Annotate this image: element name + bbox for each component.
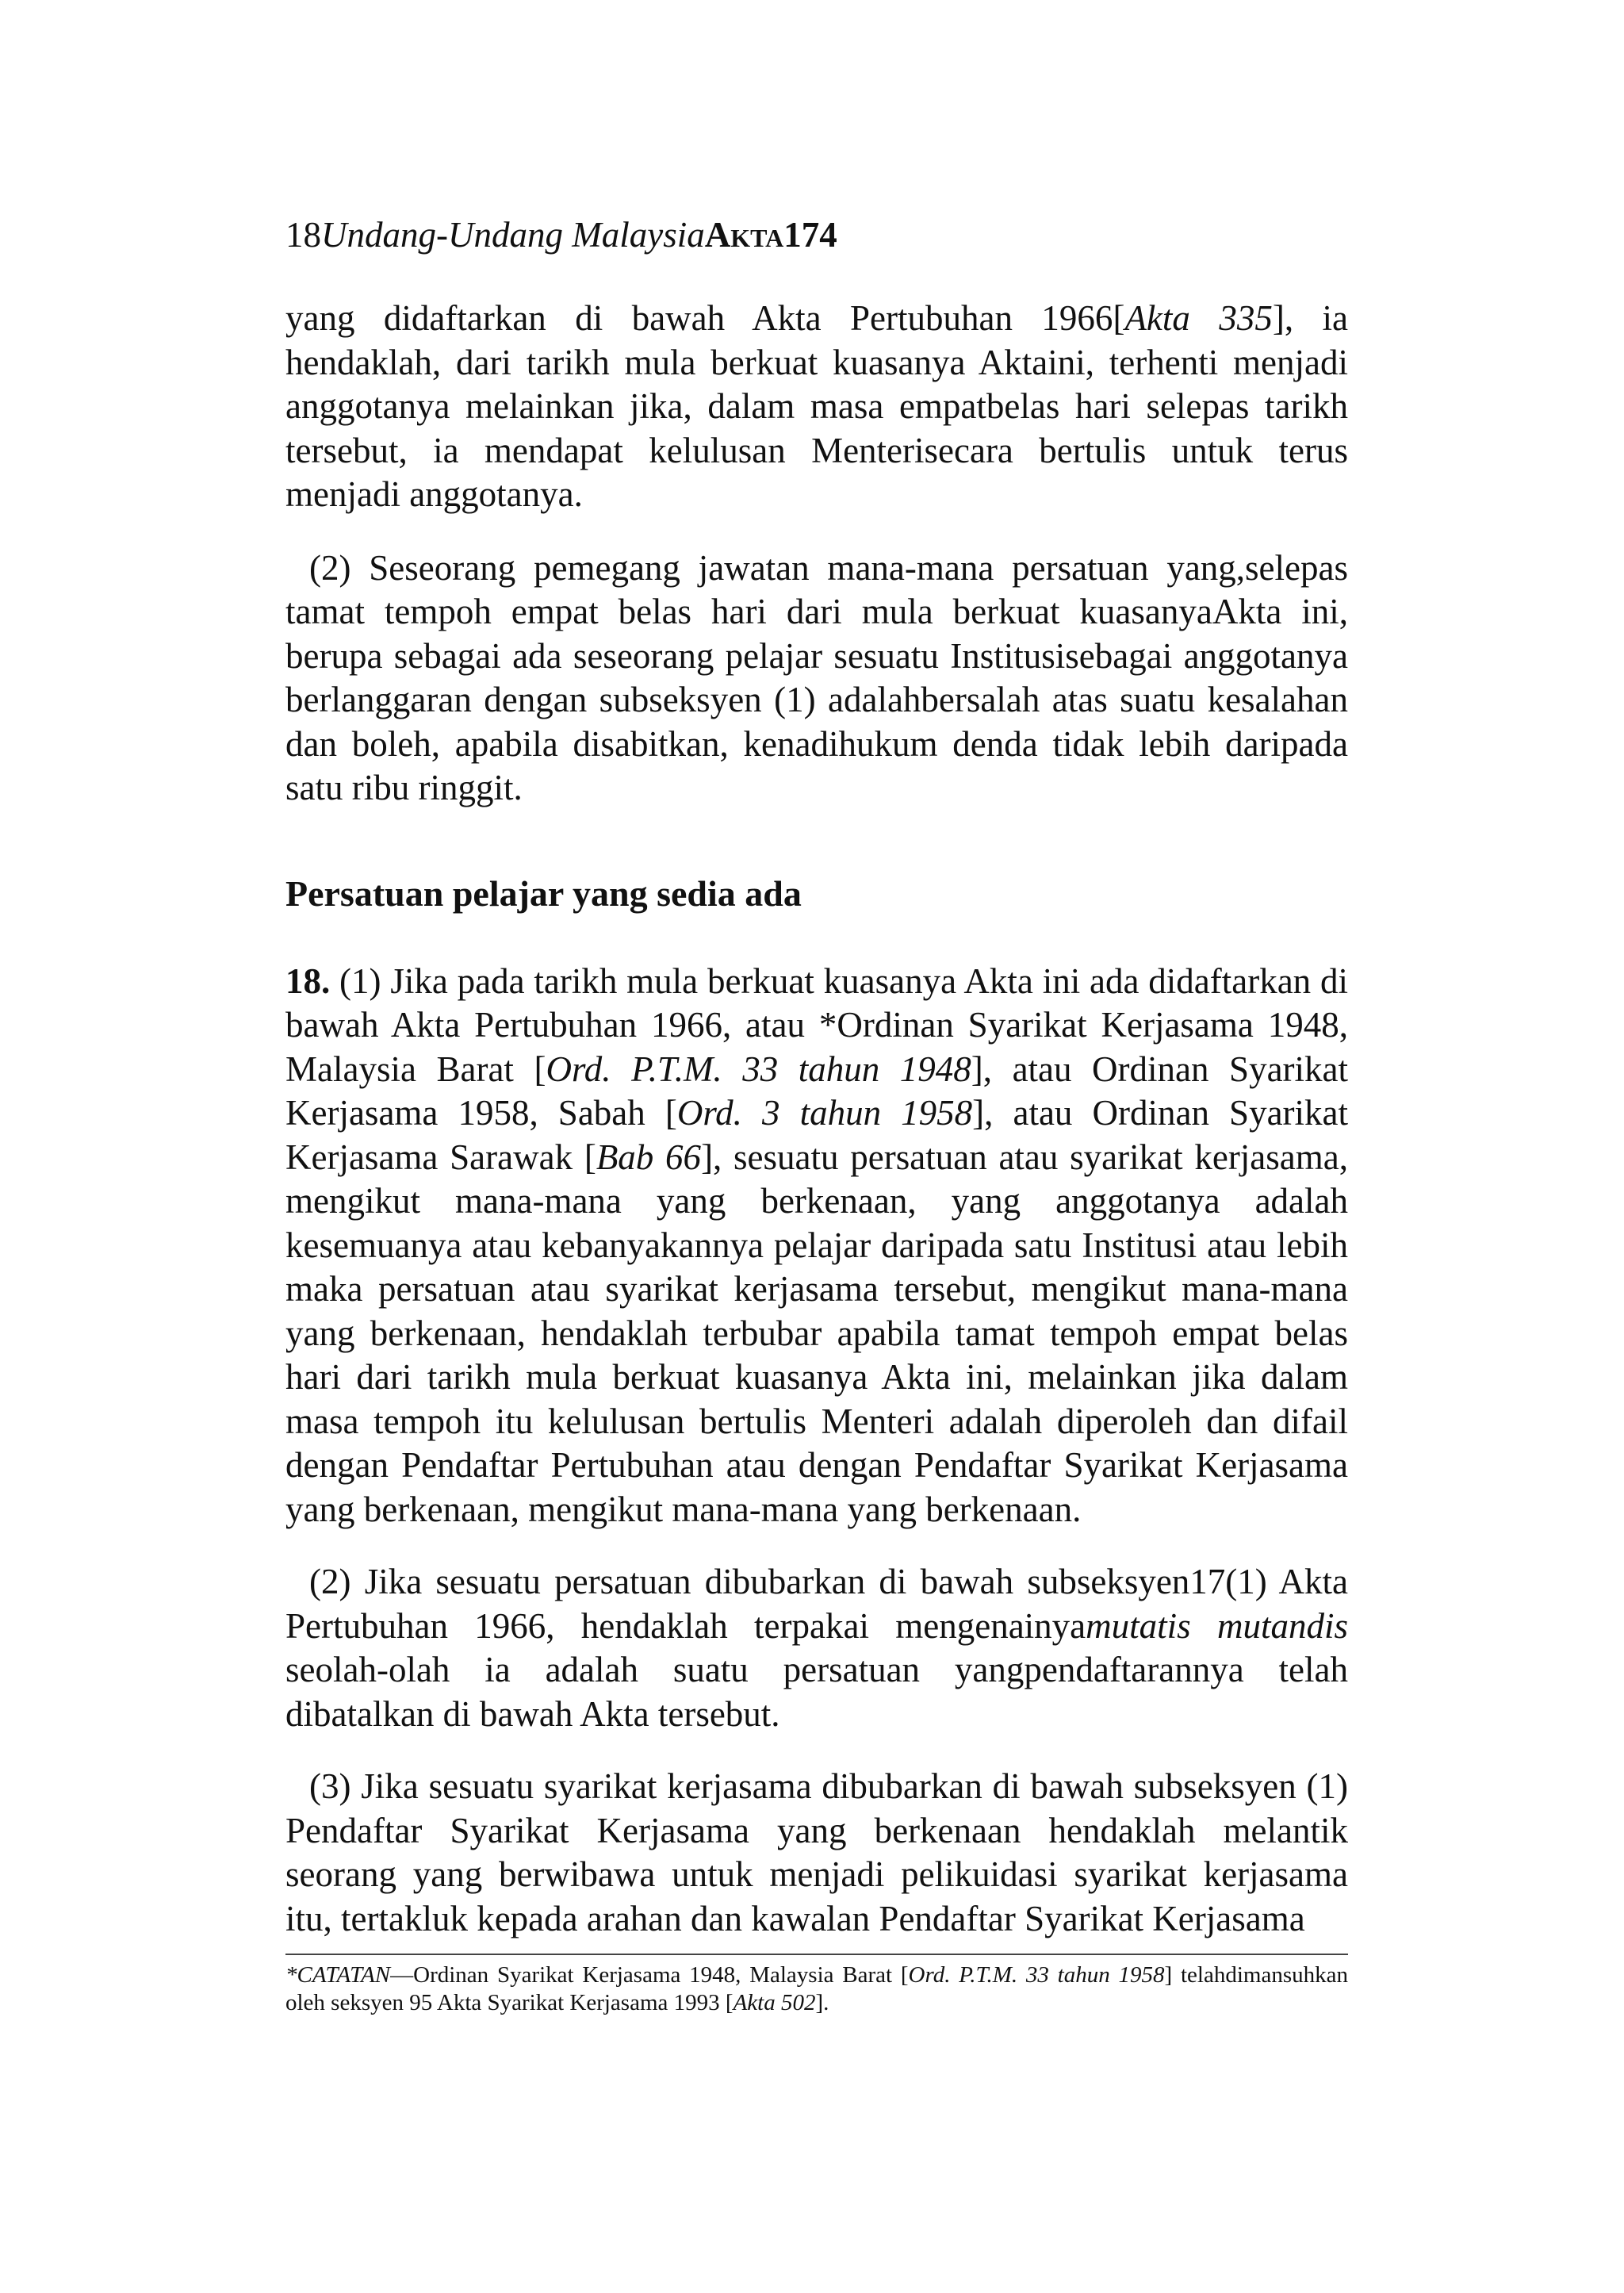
footnote-divider — [285, 1954, 1348, 1955]
document-page — [285, 213, 1348, 2017]
paragraph-text: ], sesuatu persatuan atau syarikat kerjasama, mengikut mana-mana yang berkenaan, yang anggotanya adalah kesemuanya atau kebanyakannya pelajar daripada satu Institusi atau lebih maka persatuan atau syarikat kerjasama tersebut, mengikut mana-mana yang berkenaan, hendaklah terbubar apabila tamat tempoh empat belas hari dari tarikh mula berkuat kuasanya Akta ini, melainkan jika dalam masa tempoh itu kelulusan bertulis Menteri adalah diperoleh dan difail dengan Pendaftar Pertubuhan atau dengan Pendaftar Syarikat Kerjasama yang berkenaan, mengikut mana-mana yang berkenaan. — [285, 1137, 1348, 1529]
paragraph-text: (2) Jika sesuatu persatuan dibubarkan di bawah subseksyen17(1) Akta Pertubuhan 1966, hendaklah terpakai mengenainya — [285, 1562, 1348, 1646]
footnote — [285, 1961, 1348, 2017]
paragraph-text: ], ia hendaklah, dari tarikh mula berkuat kuasanya Aktaini, terhenti menjadi anggotanya melainkan jika, dalam masa empatbelas hari selepas tarikh tersebut, ia mendapat kelulusan Menterisecara bertulis untuk terus menjadi anggotanya. — [285, 298, 1349, 514]
chapter-reference: Bab 66 — [596, 1137, 702, 1177]
header-act-number: 174 — [783, 215, 837, 255]
page-number: 18 — [285, 215, 321, 255]
subsection-2: (2) Seseorang pemegang jawatan mana-mana persatuan yang,selepas tamat tempoh empat belas hari dari mula berkuat kuasanyaAkta ini, berupa sebagai ada seseorang pelajar sesuatu Institusisebagai anggotanya berlanggaran dengan subseksyen (1) adalahbersalah atas suatu kesalahan dan boleh, apabila disabitkan, kenadihukum denda tidak lebih daripada satu ribu ringgit. — [285, 547, 1348, 807]
ordinance-reference: Ord. P.T.M. 33 tahun 1958 — [908, 1962, 1165, 1988]
section-number: 18. — [285, 961, 331, 1001]
paragraph-continuation: yang didaftarkan di bawah Akta Pertubuhan 1966[Akta 335], ia hendaklah, dari tarikh mula berkuat kuasanya Aktaini, terhenti menjadi anggotanya melainkan jika, dalam masa empatbelas hari selepas tarikh tersebut, ia mendapat kelulusan Menterisecara bertulis untuk terus menjadi anggotanya. — [285, 298, 1349, 514]
footnote-text: —Ordinan Syarikat Kerjasama 1948, Malaysia Barat [ — [390, 1962, 909, 1988]
header-title: Undang-Undang Malaysia — [321, 215, 705, 255]
paragraph-text: ], atau Ordinan Syarikat Kerjasama 1958, Sabah [ — [285, 1049, 1349, 1133]
latin-phrase: mutatis mutandis — [1086, 1605, 1348, 1646]
section-heading: Persatuan pelajar yang sedia ada — [285, 872, 802, 914]
header-act-label: Akta — [704, 215, 784, 255]
footnote-text: ] telahdimansuhkan oleh seksyen 95 Akta Syarikat Kerjasama 1993 [ — [285, 1962, 1348, 2015]
running-header — [285, 213, 1348, 257]
footnote-text: ]. — [815, 1990, 829, 2015]
section-18-subsection-2 — [285, 1560, 1348, 1736]
section-18-subsection-1 — [285, 960, 1348, 1532]
act-reference: Akta 335 — [1124, 298, 1273, 338]
footnote-label: *CATATAN — [285, 1962, 391, 1988]
paragraph-text: yang didaftarkan di bawah Akta Pertubuhan 1966 — [285, 298, 1113, 338]
paragraph-text: ], atau Ordinan Syarikat Kerjasama Sarawak [ — [285, 1093, 1349, 1177]
paragraph-text: seolah-olah ia adalah suatu persatuan yangpendaftarannya telah dibatalkan di bawah Akta tersebut. — [285, 1650, 1348, 1734]
section-18-subsection-3: (3) Jika sesuatu syarikat kerjasama dibubarkan di bawah subseksyen (1) Pendaftar Syarikat Kerjasama yang berkenaan hendaklah melantik seorang yang berwibawa untuk menjadi pelikuidasi syarikat kerjasama itu, tertakluk kepada arahan dan kawalan Pendaftar Syarikat Kerjasama — [285, 1766, 1348, 1938]
ordinance-reference: Ord. P.T.M. 33 tahun 1948 — [546, 1049, 971, 1089]
act-reference: Akta 502 — [733, 1990, 816, 2015]
paragraph-text: (1) Jika pada tarikh mula berkuat kuasanya Akta ini ada didaftarkan di bawah Akta Pertubuhan 1966, atau *Ordinan Syarikat Kerjasama 1948, Malaysia Barat [ — [285, 961, 1348, 1089]
ordinance-reference: Ord. 3 tahun 1958 — [676, 1093, 973, 1133]
